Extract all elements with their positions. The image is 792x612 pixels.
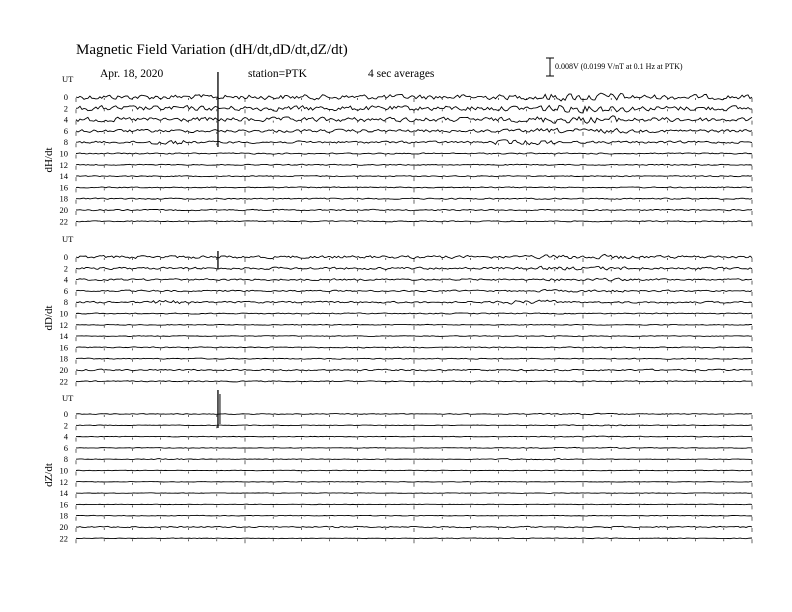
row-ticks	[76, 337, 752, 341]
trace-row	[76, 447, 752, 448]
panel-dhdt	[43, 72, 752, 226]
row-ticks	[76, 211, 752, 215]
trace-row	[76, 538, 752, 539]
component-panels	[43, 72, 752, 543]
row-hour-label: 22	[59, 533, 68, 544]
row-ticks	[76, 303, 752, 307]
row-ticks	[76, 460, 752, 464]
row-hour-label: 2	[63, 103, 68, 114]
row-ticks	[76, 415, 752, 419]
row-ticks	[76, 326, 752, 330]
trace-row	[76, 313, 752, 314]
trace-row	[76, 176, 752, 177]
row-ticks	[76, 177, 752, 181]
row-hour-label: 22	[59, 216, 68, 227]
row-hour-label: 10	[59, 465, 68, 476]
trace-row	[76, 413, 752, 414]
averaging-label: 4 sec averages	[368, 68, 435, 80]
row-hour-label: 18	[59, 353, 68, 364]
row-ticks	[76, 539, 752, 543]
trace-row	[76, 381, 752, 382]
row-ticks	[76, 517, 752, 521]
row-hour-label: 14	[59, 171, 68, 182]
ut-axis-label: UT	[62, 74, 74, 84]
chart-title: Magnetic Field Variation (dH/dt,dD/dt,dZ/dt)	[76, 42, 348, 58]
panel-y-label: dH/dt	[43, 147, 55, 173]
row-hour-label: 14	[59, 488, 68, 499]
row-ticks	[76, 166, 752, 170]
ut-axis-label: UT	[62, 234, 74, 244]
trace-row	[76, 504, 752, 505]
row-ticks	[76, 200, 752, 204]
trace-row	[76, 526, 752, 527]
row-hour-label: 8	[63, 297, 68, 308]
row-ticks	[76, 472, 752, 476]
row-hour-label: 6	[63, 285, 68, 296]
row-hour-label: 10	[59, 148, 68, 159]
panel-dzdt	[43, 390, 752, 543]
row-hour-label: 12	[59, 476, 68, 487]
row-hour-label: 4	[63, 114, 68, 125]
trace-row	[76, 336, 752, 337]
row-ticks	[76, 505, 752, 509]
row-hour-label: 22	[59, 376, 68, 387]
row-ticks	[76, 360, 752, 364]
trace-row	[76, 187, 752, 188]
trace-row	[76, 347, 752, 348]
trace-row	[76, 221, 752, 222]
row-hour-label: 16	[59, 182, 68, 193]
row-ticks	[76, 382, 752, 386]
row-hour-label: 16	[59, 342, 68, 353]
row-hour-label: 8	[63, 454, 68, 465]
row-ticks	[76, 315, 752, 319]
row-hour-label: 4	[63, 274, 68, 285]
row-hour-label: 6	[63, 442, 68, 453]
row-hour-label: 14	[59, 331, 68, 342]
row-hour-label: 2	[63, 420, 68, 431]
row-hour-label: 0	[63, 92, 68, 102]
trace-row	[76, 482, 752, 483]
row-hour-label: 20	[59, 365, 68, 375]
row-ticks	[76, 348, 752, 352]
row-ticks	[76, 438, 752, 442]
trace-row	[76, 198, 752, 199]
trace-row	[76, 470, 752, 471]
row-hour-label: 0	[63, 252, 68, 262]
trace-row	[76, 164, 752, 165]
row-hour-label: 0	[63, 409, 68, 419]
row-hour-label: 20	[59, 205, 68, 215]
trace-row	[76, 324, 752, 325]
row-hour-label: 20	[59, 522, 68, 532]
row-ticks	[76, 528, 752, 532]
panel-y-label: dD/dt	[43, 305, 55, 331]
row-hour-label: 10	[59, 308, 68, 319]
date-label: Apr. 18, 2020	[100, 68, 164, 80]
scale-bar	[546, 58, 683, 76]
row-hour-label: 2	[63, 263, 68, 274]
trace-row	[76, 436, 752, 437]
panel-y-label: dZ/dt	[43, 463, 55, 487]
row-ticks	[76, 426, 752, 430]
row-hour-label: 18	[59, 510, 68, 521]
row-ticks	[76, 281, 752, 285]
trace-row	[76, 254, 752, 258]
trace-row	[76, 358, 752, 359]
row-hour-label: 12	[59, 159, 68, 170]
station-label: station=PTK	[248, 68, 307, 80]
row-hour-label: 4	[63, 431, 68, 442]
ut-axis-label: UT	[62, 393, 74, 403]
trace-row	[76, 459, 752, 460]
row-ticks	[76, 188, 752, 192]
row-ticks	[76, 269, 752, 273]
trace-row	[76, 289, 752, 292]
trace-row	[76, 425, 752, 426]
trace-row	[76, 278, 752, 281]
row-ticks	[76, 483, 752, 487]
row-hour-label: 16	[59, 499, 68, 510]
row-hour-label: 6	[63, 125, 68, 136]
row-hour-label: 12	[59, 319, 68, 330]
panel-dddt	[43, 234, 752, 386]
trace-row	[76, 153, 752, 154]
trace-row	[76, 493, 752, 494]
row-ticks	[76, 292, 752, 296]
trace-row	[76, 209, 752, 210]
row-ticks	[76, 222, 752, 226]
row-ticks	[76, 494, 752, 498]
row-ticks	[76, 371, 752, 375]
trace-row	[76, 369, 752, 371]
row-ticks	[76, 155, 752, 159]
row-hour-label: 8	[63, 137, 68, 148]
scale-bar-label: 0.008V (0.0199 V/nT at 0.1 Hz at PTK)	[555, 62, 683, 71]
row-hour-label: 18	[59, 193, 68, 204]
row-ticks	[76, 449, 752, 453]
trace-row	[76, 515, 752, 516]
